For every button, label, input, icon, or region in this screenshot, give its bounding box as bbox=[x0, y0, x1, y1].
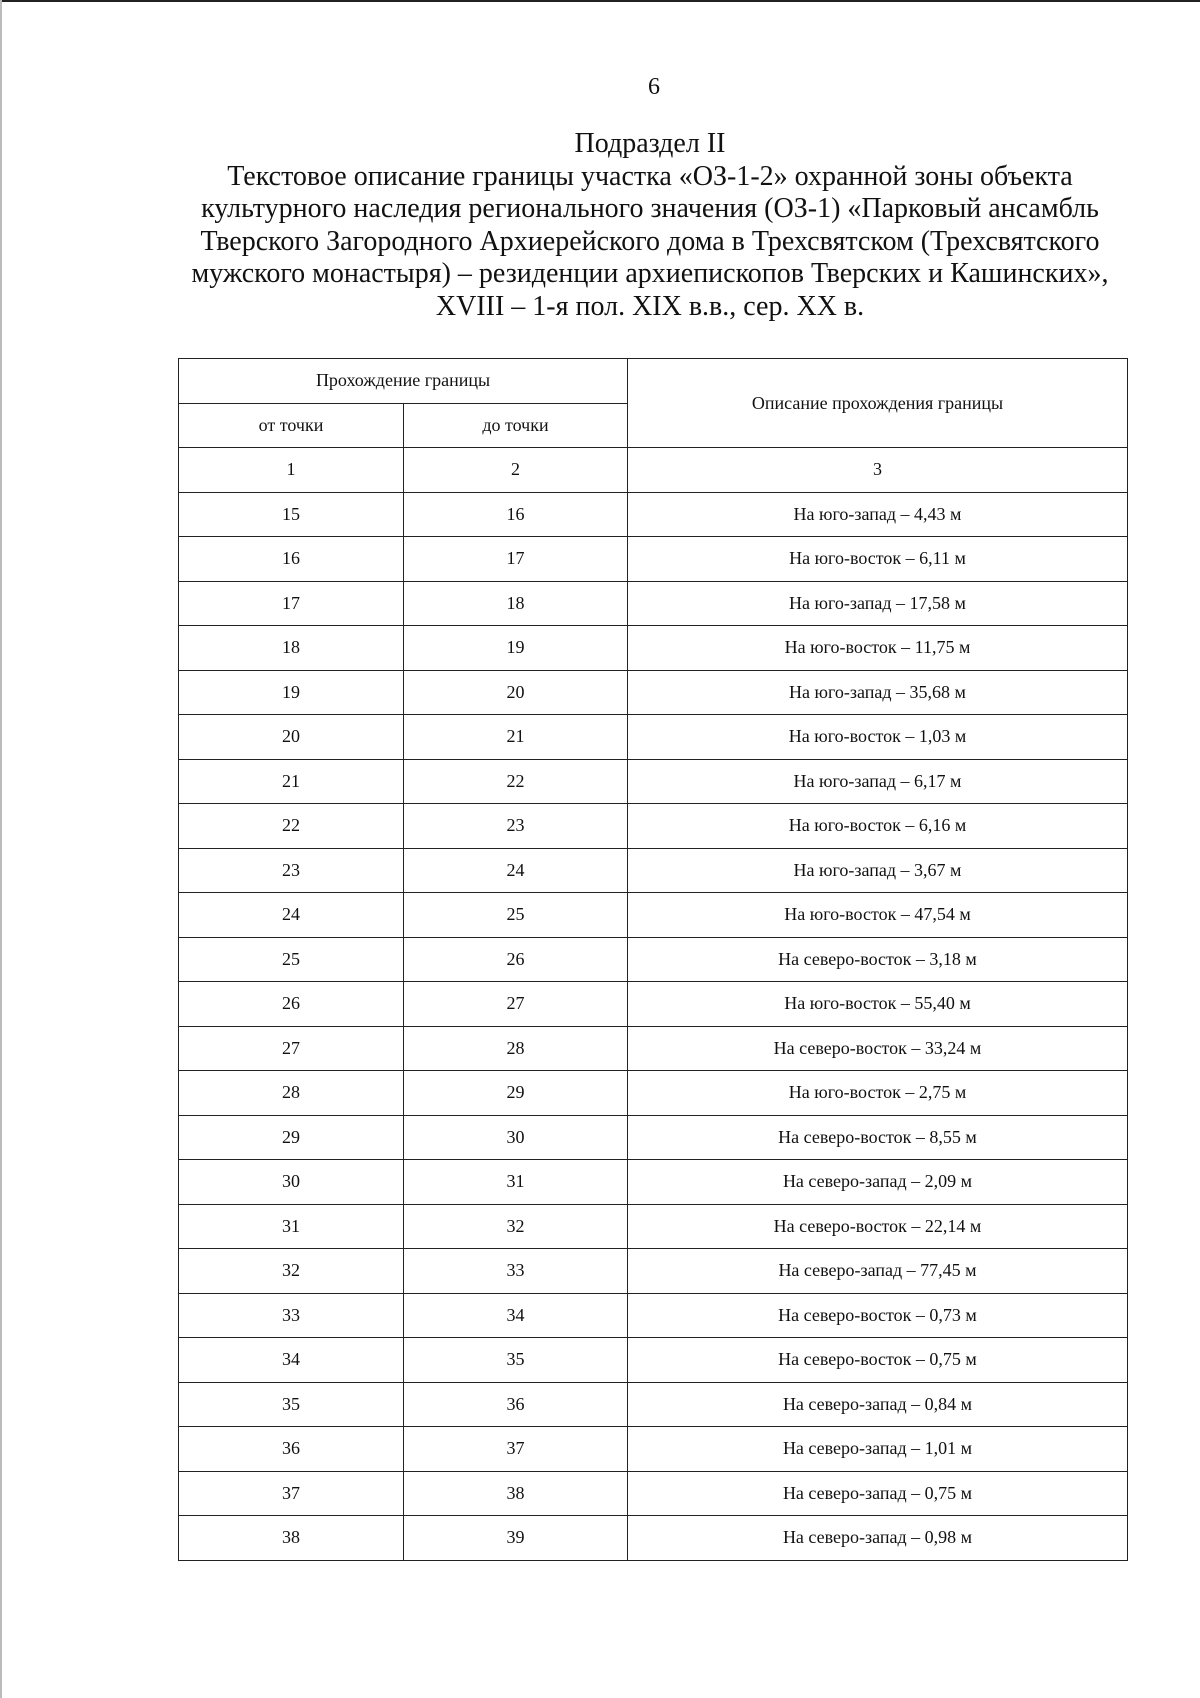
from-point-cell: 26 bbox=[179, 982, 404, 1027]
from-point-cell: 30 bbox=[179, 1160, 404, 1205]
description-cell: На юго-запад – 3,67 м bbox=[628, 848, 1128, 893]
table-body bbox=[179, 492, 1128, 1560]
table-row bbox=[179, 1427, 1128, 1472]
to-point-cell: 21 bbox=[404, 715, 628, 760]
description-cell: На северо-восток – 0,73 м bbox=[628, 1293, 1128, 1338]
description-cell: На северо-запад – 2,09 м bbox=[628, 1160, 1128, 1205]
header-to-point: до точки bbox=[404, 403, 628, 448]
scan-left-edge bbox=[0, 0, 2, 1698]
table-row bbox=[179, 670, 1128, 715]
heading-line: Текстовое описание границы участка «ОЗ-1-2» охранной зоны объекта bbox=[227, 160, 1073, 192]
table-row bbox=[179, 893, 1128, 938]
table-row bbox=[179, 1471, 1128, 1516]
from-point-cell: 17 bbox=[179, 581, 404, 626]
from-point-cell: 36 bbox=[179, 1427, 404, 1472]
document-heading bbox=[150, 128, 1150, 323]
from-point-cell: 32 bbox=[179, 1249, 404, 1294]
table-row bbox=[179, 848, 1128, 893]
header-description: Описание прохождения границы bbox=[628, 359, 1128, 448]
to-point-cell: 23 bbox=[404, 804, 628, 849]
table-row bbox=[179, 537, 1128, 582]
to-point-cell: 19 bbox=[404, 626, 628, 671]
to-point-cell: 20 bbox=[404, 670, 628, 715]
to-point-cell: 17 bbox=[404, 537, 628, 582]
description-cell: На северо-восток – 33,24 м bbox=[628, 1026, 1128, 1071]
to-point-cell: 29 bbox=[404, 1071, 628, 1116]
description-cell: На северо-восток – 3,18 м bbox=[628, 937, 1128, 982]
from-point-cell: 29 bbox=[179, 1115, 404, 1160]
to-point-cell: 27 bbox=[404, 982, 628, 1027]
description-cell: На северо-запад – 0,98 м bbox=[628, 1516, 1128, 1561]
description-cell: На юго-восток – 1,03 м bbox=[628, 715, 1128, 760]
description-cell: На юго-запад – 35,68 м bbox=[628, 670, 1128, 715]
table-row bbox=[179, 1516, 1128, 1561]
description-cell: На северо-запад – 1,01 м bbox=[628, 1427, 1128, 1472]
from-point-cell: 20 bbox=[179, 715, 404, 760]
to-point-cell: 39 bbox=[404, 1516, 628, 1561]
table-row bbox=[179, 1293, 1128, 1338]
from-point-cell: 23 bbox=[179, 848, 404, 893]
page-number: 6 bbox=[648, 74, 660, 100]
from-point-cell: 27 bbox=[179, 1026, 404, 1071]
table-row bbox=[179, 581, 1128, 626]
description-cell: На юго-восток – 55,40 м bbox=[628, 982, 1128, 1027]
to-point-cell: 16 bbox=[404, 492, 628, 537]
table-row bbox=[179, 626, 1128, 671]
description-cell: На северо-запад – 0,75 м bbox=[628, 1471, 1128, 1516]
to-point-cell: 18 bbox=[404, 581, 628, 626]
table-row bbox=[179, 1160, 1128, 1205]
heading-line: мужского монастыря) – резиденции архиепископов Тверских и Кашинских», bbox=[191, 258, 1109, 289]
description-cell: На северо-восток – 0,75 м bbox=[628, 1338, 1128, 1383]
table-row bbox=[179, 1249, 1128, 1294]
to-point-cell: 36 bbox=[404, 1382, 628, 1427]
header-from-point: от точки bbox=[179, 403, 404, 448]
from-point-cell: 38 bbox=[179, 1516, 404, 1561]
to-point-cell: 35 bbox=[404, 1338, 628, 1383]
table-row bbox=[179, 937, 1128, 982]
description-cell: На юго-запад – 17,58 м bbox=[628, 581, 1128, 626]
table-row bbox=[179, 982, 1128, 1027]
to-point-cell: 28 bbox=[404, 1026, 628, 1071]
from-point-cell: 15 bbox=[179, 492, 404, 537]
from-point-cell: 24 bbox=[179, 893, 404, 938]
description-cell: На юго-восток – 11,75 м bbox=[628, 626, 1128, 671]
from-point-cell: 35 bbox=[179, 1382, 404, 1427]
to-point-cell: 34 bbox=[404, 1293, 628, 1338]
description-cell: На юго-восток – 6,11 м bbox=[628, 537, 1128, 582]
to-point-cell: 30 bbox=[404, 1115, 628, 1160]
table-row bbox=[179, 1204, 1128, 1249]
heading-line: Тверского Загородного Архиерейского дома в Трехсвятском (Трехсвятского bbox=[200, 225, 1100, 257]
to-point-cell: 38 bbox=[404, 1471, 628, 1516]
table-row bbox=[179, 492, 1128, 537]
description-cell: На северо-восток – 22,14 м bbox=[628, 1204, 1128, 1249]
from-point-cell: 28 bbox=[179, 1071, 404, 1116]
from-point-cell: 19 bbox=[179, 670, 404, 715]
from-point-cell: 25 bbox=[179, 937, 404, 982]
table-row bbox=[179, 1382, 1128, 1427]
from-point-cell: 34 bbox=[179, 1338, 404, 1383]
table-row bbox=[179, 1026, 1128, 1071]
scan-top-edge bbox=[0, 0, 1200, 2]
description-cell: На северо-запад – 0,84 м bbox=[628, 1382, 1128, 1427]
from-point-cell: 31 bbox=[179, 1204, 404, 1249]
column-number: 2 bbox=[404, 448, 628, 493]
to-point-cell: 37 bbox=[404, 1427, 628, 1472]
table-row bbox=[179, 804, 1128, 849]
table-row bbox=[179, 715, 1128, 760]
from-point-cell: 33 bbox=[179, 1293, 404, 1338]
from-point-cell: 21 bbox=[179, 759, 404, 804]
from-point-cell: 16 bbox=[179, 537, 404, 582]
table-row bbox=[179, 1115, 1128, 1160]
boundary-table bbox=[178, 358, 1128, 1561]
to-point-cell: 33 bbox=[404, 1249, 628, 1294]
table-row bbox=[179, 1071, 1128, 1116]
from-point-cell: 37 bbox=[179, 1471, 404, 1516]
to-point-cell: 22 bbox=[404, 759, 628, 804]
description-cell: На северо-запад – 77,45 м bbox=[628, 1249, 1128, 1294]
description-cell: На юго-восток – 2,75 м bbox=[628, 1071, 1128, 1116]
subsection-title: Подраздел II bbox=[574, 128, 726, 159]
description-cell: На юго-восток – 47,54 м bbox=[628, 893, 1128, 938]
from-point-cell: 18 bbox=[179, 626, 404, 671]
to-point-cell: 24 bbox=[404, 848, 628, 893]
from-point-cell: 22 bbox=[179, 804, 404, 849]
heading-line: культурного наследия регионального значения (ОЗ-1) «Парковый ансамбль bbox=[201, 193, 1099, 224]
table-row bbox=[179, 1338, 1128, 1383]
to-point-cell: 26 bbox=[404, 937, 628, 982]
to-point-cell: 25 bbox=[404, 893, 628, 938]
description-cell: На юго-запад – 4,43 м bbox=[628, 492, 1128, 537]
description-cell: На юго-восток – 6,16 м bbox=[628, 804, 1128, 849]
table-row bbox=[179, 759, 1128, 804]
description-cell: На северо-восток – 8,55 м bbox=[628, 1115, 1128, 1160]
to-point-cell: 32 bbox=[404, 1204, 628, 1249]
description-cell: На юго-запад – 6,17 м bbox=[628, 759, 1128, 804]
header-boundary-passage: Прохождение границы bbox=[179, 359, 628, 404]
to-point-cell: 31 bbox=[404, 1160, 628, 1205]
heading-line: XVIII – 1-я пол. XIX в.в., сер. XX в. bbox=[435, 290, 865, 322]
column-number: 3 bbox=[628, 448, 1128, 493]
column-number: 1 bbox=[179, 448, 404, 493]
